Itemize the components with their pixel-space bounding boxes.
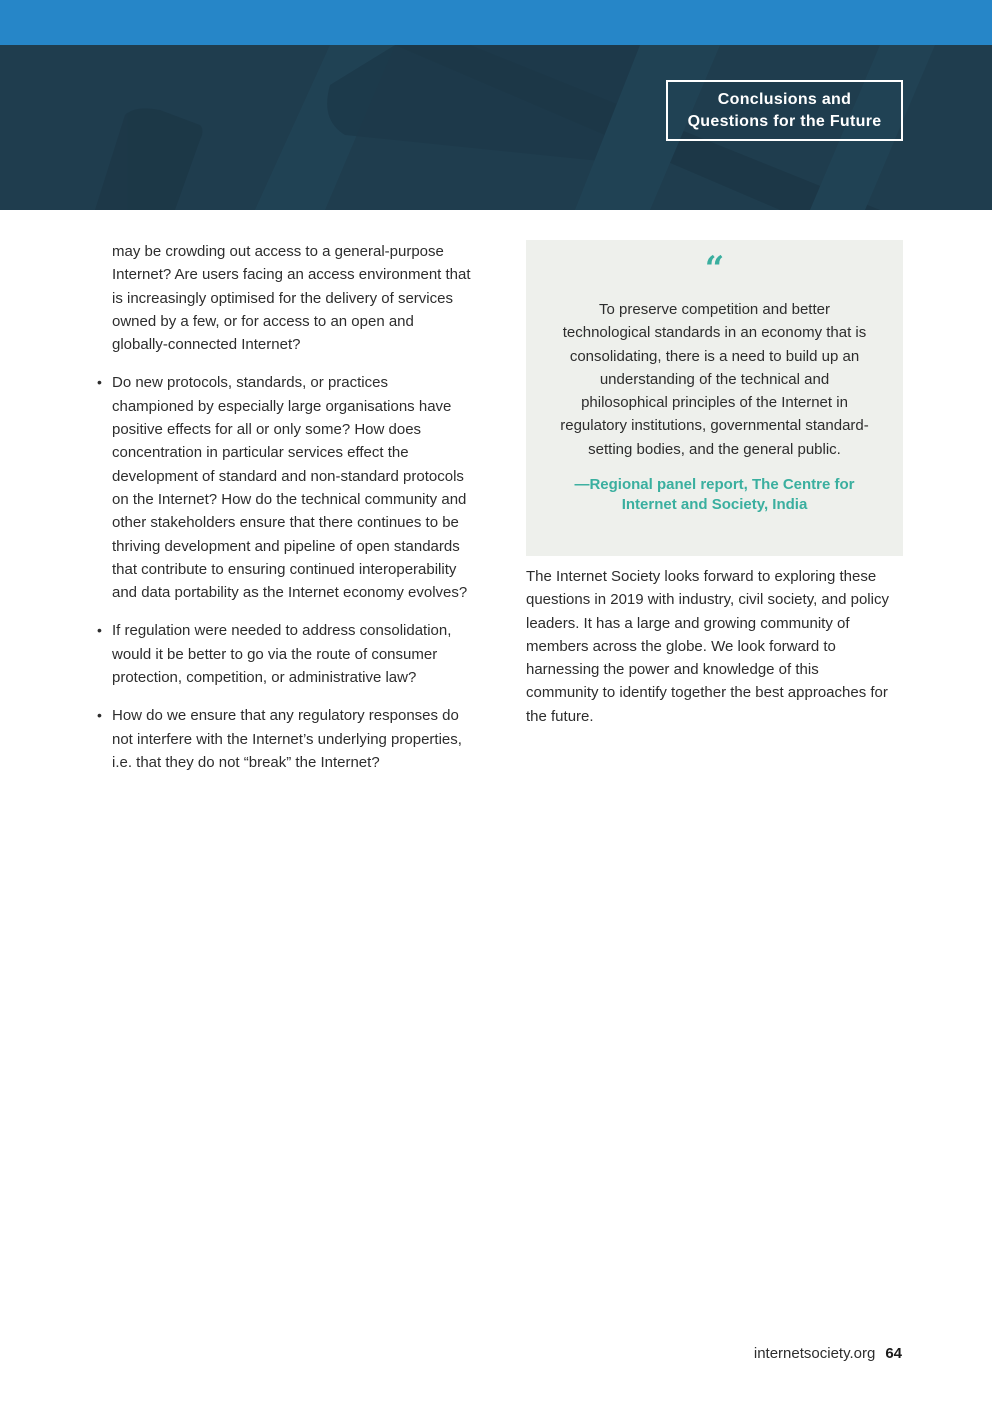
footer-website: internetsociety.org [753,1345,876,1362]
list-item-text: How do we ensure that any regulatory responses do not interfere with the Internet’s underlying properties, i.e. that they do not “break” the Internet? [112,707,462,771]
section-title-line-2: Questions for the Future [687,112,882,130]
left-column [97,240,472,789]
page-footer [754,1344,902,1364]
bullet-icon: • [97,622,102,639]
list-item-text: Do new protocols, standards, or practices championed by especially large organisations have positive effects for all or only some? How does concentration in particular services effect the development of standard and non-standard protocols on the Internet? How do the technical community and other stakeholders ensure that there continues to be thriving development and pipeline of open standards that contribute to ensuring continued interoperability and data portability as the Internet economy evolves? [112,374,468,602]
top-color-bar [0,0,992,45]
pull-quote-box [526,240,903,556]
bullet-icon: • [97,374,102,391]
continued-paragraph: may be crowding out access to a general-purpose Internet? Are users facing an access environment that is increasingly optimised for the delivery of services owned by a few, or for access to an open and globally-connected Internet? [112,243,471,354]
questions-list [97,371,472,774]
closing-paragraph: The Internet Society looks forward to exploring these questions in 2019 with industry, civil society, and policy leaders. It has a large and growing community of members across the globe. We look forward to harnessing the power and knowledge of this community to identify together the best approaches for the future. [526,568,889,725]
pull-quote-attribution: —Regional panel report, The Centre for Internet and Society, India [574,476,855,514]
bullet-icon: • [97,707,102,724]
quote-mark-icon: “ [704,249,725,289]
section-title-box [666,80,903,141]
list-item-text: If regulation were needed to address consolidation, would it be better to go via the route of consumer protection, competition, or administrative law? [112,622,452,687]
pull-quote-text: To preserve competition and better technological standards in an economy that is consolidating, there is a need to build up an understanding of the technical and philosophical principles of the Internet in regulatory institutions, governmental standard-setting bodies, and the general public. [560,301,869,458]
list-item [97,704,472,774]
list-item [97,371,472,604]
page-number: 64 [885,1345,902,1362]
list-item [97,619,472,689]
section-title-line-1: Conclusions and [717,90,852,108]
